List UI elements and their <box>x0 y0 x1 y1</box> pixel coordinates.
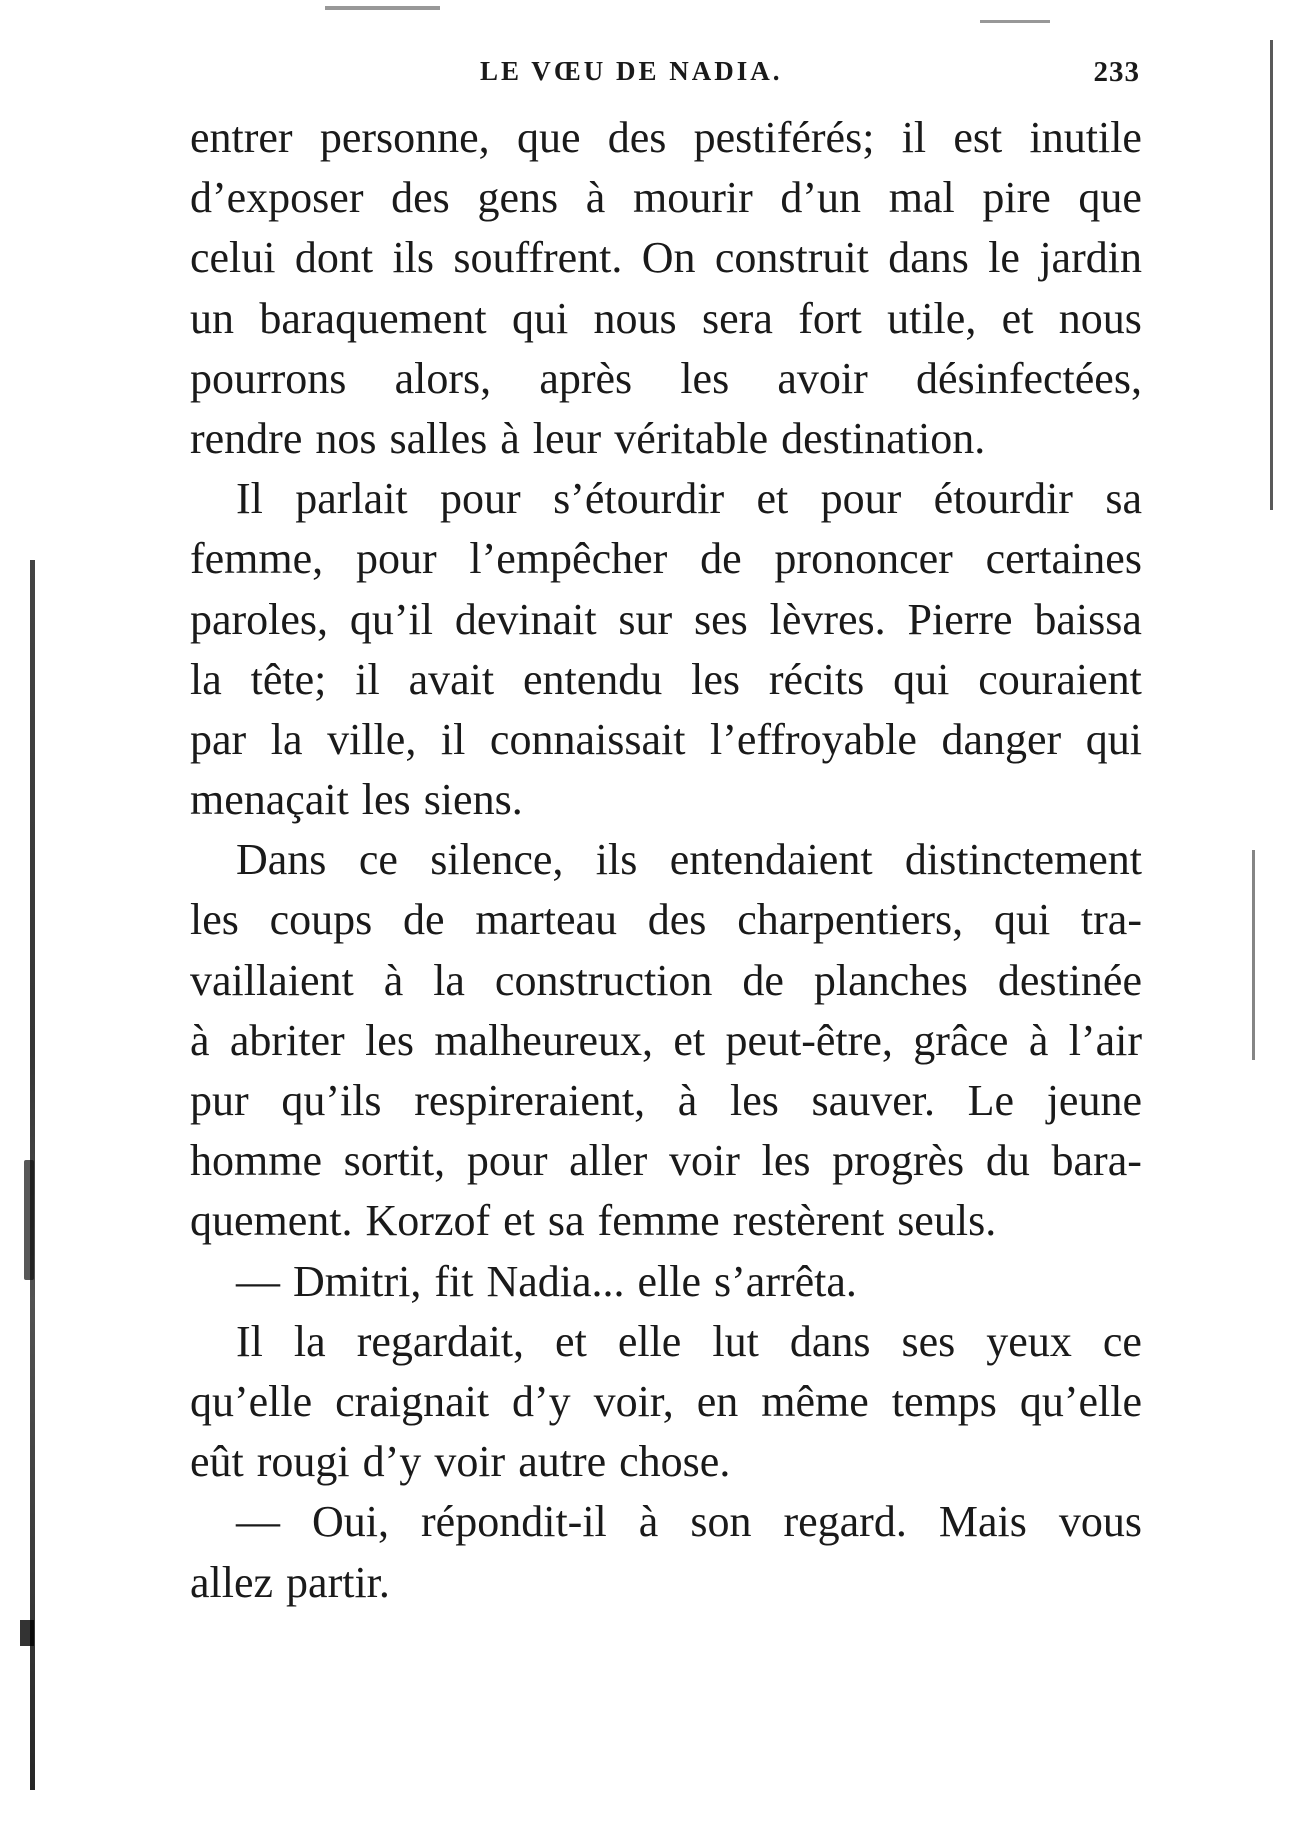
word: malheureux, <box>434 1015 654 1065</box>
word: des <box>647 895 707 945</box>
word: sur <box>618 594 673 644</box>
word: à <box>383 955 404 1005</box>
word: que <box>1078 173 1142 223</box>
text-line <box>190 830 1142 890</box>
word: la <box>433 955 465 1005</box>
word: à <box>677 1076 698 1125</box>
text-line <box>190 951 1142 1011</box>
word: et <box>756 474 789 524</box>
word: qu’il <box>349 594 433 644</box>
word: désinfectées, <box>915 353 1142 403</box>
paragraph <box>190 469 1142 830</box>
word: d’exposer <box>190 173 364 223</box>
word: Nadia... <box>486 1256 625 1306</box>
word: homme <box>190 1136 322 1186</box>
word: souffrent. <box>453 233 623 283</box>
word: regard. <box>783 1497 907 1547</box>
word: entendaient <box>669 835 873 885</box>
word: celui <box>190 233 276 283</box>
text-line <box>190 590 1142 650</box>
word: un <box>190 293 234 343</box>
word: véritable <box>614 413 769 463</box>
word: entendu <box>522 654 663 704</box>
word: Oui, <box>312 1497 390 1547</box>
word: pour <box>355 534 437 584</box>
word: qu’elle <box>1019 1376 1142 1426</box>
text-line <box>190 890 1142 950</box>
word: danger <box>941 714 1062 764</box>
word: tête; <box>250 654 327 704</box>
word: bara- <box>1051 1136 1142 1186</box>
word: et <box>1001 293 1034 343</box>
word: seuls. <box>897 1196 997 1246</box>
word: pur <box>190 1076 249 1125</box>
word: les <box>691 654 741 704</box>
text-line <box>190 1131 1142 1191</box>
running-header <box>480 56 1140 96</box>
word: restèrent <box>732 1196 885 1246</box>
word: autre <box>518 1437 607 1487</box>
word: certaines <box>985 534 1142 584</box>
word: On <box>641 233 696 283</box>
word: d’un <box>780 173 862 223</box>
word: baraquement <box>259 293 487 343</box>
word: à <box>638 1497 659 1547</box>
word: connaissait <box>489 714 686 764</box>
word: les <box>365 1015 414 1065</box>
word: rendre <box>190 413 303 463</box>
word: salles <box>389 413 488 463</box>
word: dans <box>789 1316 871 1366</box>
binding-smudge-left <box>24 1160 34 1280</box>
word: Il <box>236 1316 263 1366</box>
word: qui <box>993 895 1051 945</box>
word: que <box>516 113 581 162</box>
text-line <box>190 1252 1142 1312</box>
word: aller <box>569 1136 648 1186</box>
word: sa <box>1105 474 1142 524</box>
word: du <box>985 1136 1030 1186</box>
word: après <box>539 353 633 403</box>
text-line <box>190 409 1142 469</box>
word: ses <box>901 1316 956 1366</box>
word: qu’ils <box>281 1076 382 1125</box>
word: — <box>236 1497 280 1547</box>
word: eût <box>190 1437 244 1487</box>
word: ses <box>694 594 748 644</box>
word: voir <box>434 1437 506 1487</box>
word: Korzof <box>365 1196 491 1246</box>
word: alors, <box>394 353 492 403</box>
text-line <box>190 650 1142 710</box>
word: des <box>391 173 450 223</box>
word: par <box>190 714 247 764</box>
word: qu’elle <box>190 1376 313 1426</box>
word: même <box>761 1376 869 1426</box>
word: la <box>293 1316 326 1366</box>
word: étourdir <box>933 474 1073 524</box>
word: sera <box>702 293 773 343</box>
text-line <box>190 1312 1142 1372</box>
word: entrer <box>190 113 293 162</box>
word: partir. <box>286 1557 390 1607</box>
word: à <box>1028 1015 1049 1065</box>
word: et <box>503 1196 535 1246</box>
word: l’empêcher <box>469 534 668 584</box>
word: ville, <box>327 714 417 764</box>
word: elle <box>617 1316 682 1366</box>
word: avoir <box>777 353 868 403</box>
word: pour <box>466 1136 548 1186</box>
word: il <box>901 113 927 162</box>
word: leur <box>532 413 602 463</box>
text-line <box>190 1432 1142 1492</box>
word: vous <box>1058 1497 1142 1547</box>
word: l’effroyable <box>710 714 917 764</box>
word: baissa <box>1034 594 1142 644</box>
word: avait <box>408 654 495 704</box>
text-line <box>190 710 1142 770</box>
word: distinctement <box>904 835 1142 885</box>
word: il <box>355 654 380 704</box>
word: récits <box>768 654 865 704</box>
word: inutile <box>1029 113 1142 162</box>
word: ils <box>392 233 435 283</box>
word: pour <box>820 474 902 524</box>
word: Le <box>967 1076 1015 1125</box>
word: les <box>729 1076 779 1125</box>
word: répondit-il <box>421 1497 607 1547</box>
word: nous <box>1058 293 1142 343</box>
word: Mais <box>938 1497 1027 1547</box>
word: de <box>742 955 784 1005</box>
word: pestiférés; <box>693 113 875 162</box>
word: d’y <box>362 1437 422 1487</box>
word: à <box>190 1015 210 1065</box>
word: tra- <box>1080 895 1142 945</box>
word: est <box>953 113 1003 162</box>
word: ils <box>595 835 638 885</box>
page-number: 233 <box>1093 56 1140 88</box>
word: jeune <box>1046 1076 1142 1125</box>
word: Dmitri, <box>293 1256 422 1306</box>
word: planches <box>813 955 968 1005</box>
word: peut-être, <box>725 1015 893 1065</box>
word: nos <box>315 413 377 463</box>
text-line <box>190 1191 1142 1251</box>
word: marteau <box>475 895 618 945</box>
word: vaillaient <box>190 955 354 1005</box>
page-edge-right-lower <box>1252 850 1255 1060</box>
word: et <box>673 1015 706 1065</box>
word: — <box>236 1256 280 1306</box>
word: dont <box>294 233 374 283</box>
word: de <box>403 895 445 945</box>
body-text <box>190 108 1142 1613</box>
word: rougi <box>256 1437 350 1487</box>
word: femme, <box>190 534 324 584</box>
word: s’étourdir <box>553 474 725 524</box>
word: yeux <box>986 1316 1072 1366</box>
word: abriter <box>229 1015 345 1065</box>
word: pour <box>440 474 521 524</box>
word: destination. <box>781 413 986 463</box>
word: ce <box>358 835 398 885</box>
text-line <box>190 289 1142 349</box>
word: devinait <box>454 594 597 644</box>
word: pire <box>982 173 1051 223</box>
word: gens <box>477 173 559 223</box>
text-line <box>190 349 1142 409</box>
word: coups <box>269 895 373 945</box>
word: silence, <box>430 835 564 885</box>
word: nous <box>593 293 677 343</box>
word: le <box>988 233 1020 283</box>
word: de <box>700 534 742 584</box>
word: sauver. <box>811 1076 935 1125</box>
word: paroles, <box>190 594 329 644</box>
running-title: LE VŒU DE NADIA. <box>480 56 783 86</box>
word: sortit, <box>343 1136 446 1186</box>
word: d’y <box>512 1376 571 1426</box>
paragraph <box>190 108 1142 469</box>
word: lèvres. <box>769 594 886 644</box>
word: les <box>680 353 730 403</box>
word: à <box>500 413 520 463</box>
paragraph <box>190 830 1142 1251</box>
word: les <box>361 775 411 825</box>
word: fort <box>798 293 862 343</box>
text-line <box>190 770 1142 830</box>
scan-mark-top-right <box>980 20 1050 23</box>
word: mal <box>888 173 955 223</box>
word: couraient <box>978 654 1142 704</box>
text-line <box>190 1492 1142 1552</box>
word: grâce <box>913 1015 1009 1065</box>
word: voir <box>669 1136 740 1186</box>
word: allez <box>190 1557 274 1607</box>
word: construction <box>494 955 713 1005</box>
word: Pierre <box>907 594 1013 644</box>
word: menaçait <box>190 775 349 825</box>
paragraph <box>190 1492 1142 1612</box>
word: à <box>585 173 606 223</box>
text-line <box>190 228 1142 288</box>
word: pourrons <box>190 353 347 403</box>
word: personne, <box>319 113 490 162</box>
word: parlait <box>295 474 408 524</box>
word: son <box>690 1497 752 1547</box>
word: lut <box>712 1316 759 1366</box>
word: dans <box>888 233 969 283</box>
text-line <box>190 108 1142 168</box>
word: les <box>761 1136 811 1186</box>
text-line <box>190 1011 1142 1071</box>
word: la <box>270 714 303 764</box>
word: l’air <box>1068 1015 1142 1065</box>
word: temps <box>891 1376 997 1426</box>
word: femme <box>597 1196 720 1246</box>
word: quement. <box>190 1196 353 1246</box>
word: sa <box>547 1196 585 1246</box>
paragraph <box>190 1312 1142 1493</box>
text-line <box>190 1372 1142 1432</box>
text-line <box>190 1553 1142 1613</box>
word: fit <box>434 1256 474 1306</box>
paragraph <box>190 1252 1142 1312</box>
word: siens. <box>423 775 523 825</box>
text-line <box>190 529 1142 589</box>
word: il <box>440 714 466 764</box>
word: les <box>190 895 239 945</box>
word: jardin <box>1039 233 1142 283</box>
text-line <box>190 1071 1142 1131</box>
text-line <box>190 469 1142 529</box>
word: progrès <box>832 1136 965 1186</box>
word: des <box>607 113 667 162</box>
word: voir, <box>593 1376 674 1426</box>
word: qui <box>893 654 950 704</box>
word: qui <box>511 293 569 343</box>
word: respireraient, <box>414 1076 646 1125</box>
word: qui <box>1085 714 1142 764</box>
word: chose. <box>619 1437 731 1487</box>
word: utile, <box>887 293 977 343</box>
word: regardait, <box>356 1316 525 1366</box>
word: ce <box>1102 1316 1142 1366</box>
word: s’arrêta. <box>714 1256 857 1306</box>
binding-smudge-left-lower <box>20 1620 34 1646</box>
word: prononcer <box>774 534 953 584</box>
word: elle <box>637 1256 702 1306</box>
word: la <box>190 654 222 704</box>
word: en <box>696 1376 739 1426</box>
scan-mark-top-left <box>325 6 440 10</box>
word: craignait <box>335 1376 490 1426</box>
word: destinée <box>997 955 1142 1005</box>
text-line <box>190 168 1142 228</box>
word: et <box>555 1316 587 1366</box>
word: construit <box>714 233 869 283</box>
page-edge-right <box>1270 40 1273 510</box>
word: charpentiers, <box>737 895 964 945</box>
word: Dans <box>236 835 327 885</box>
word: mourir <box>632 173 753 223</box>
word: Il <box>236 474 263 524</box>
